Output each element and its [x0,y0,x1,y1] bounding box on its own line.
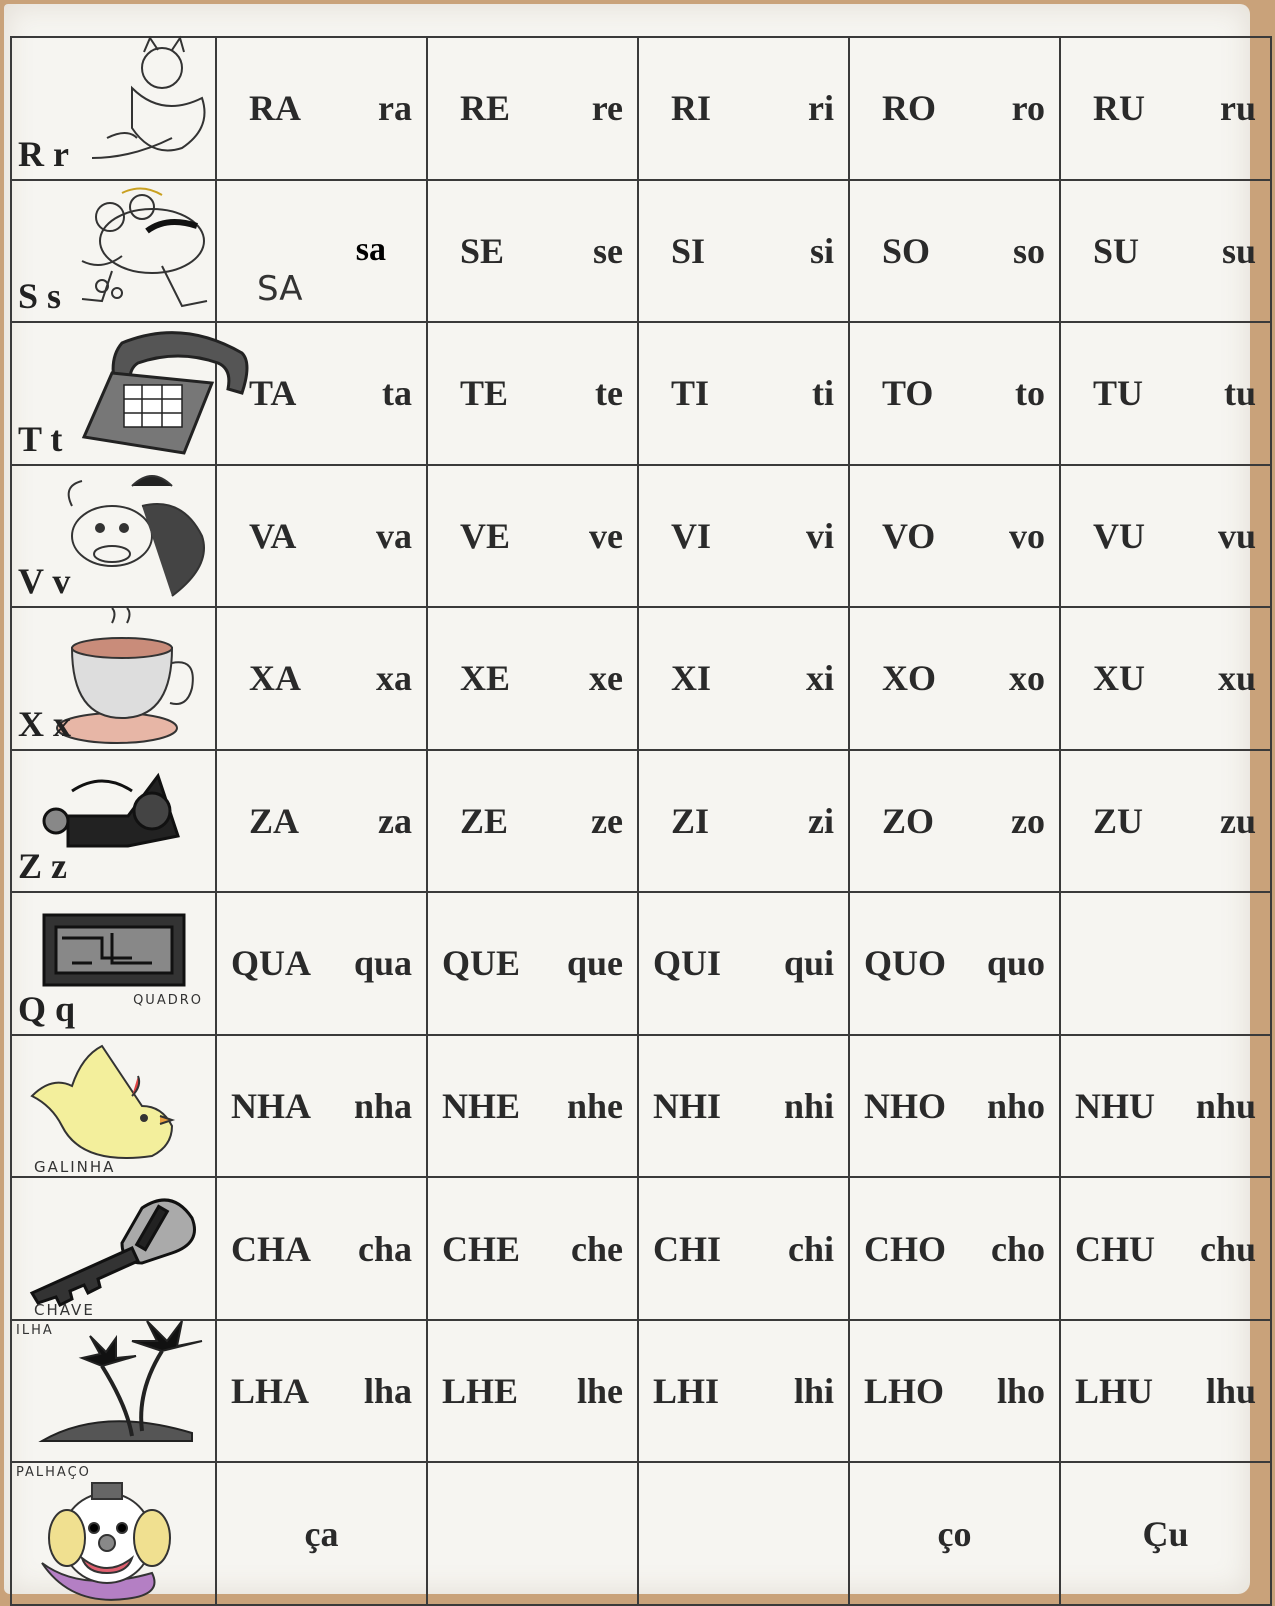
hen-icon [12,1036,217,1168]
syllable-upper: NHA [231,1085,311,1126]
letter-label: R r [18,133,69,174]
syllable-cell [1060,465,1271,608]
syllable-upper: VI [671,515,712,556]
syllable-lower: vi [805,515,834,556]
syllable-cell [1060,322,1271,465]
syllable-lower: nho [986,1085,1045,1126]
letter-picture-cell [11,465,216,608]
syllable-lower: xu [1217,658,1256,699]
syllable-lower: lha [363,1371,412,1412]
table-row [11,322,1271,465]
table-row [11,1462,1271,1605]
worksheet-page [4,4,1256,1594]
syllable-upper: XA [249,658,301,699]
syllable-upper: LHI [653,1371,720,1412]
syllable-lower: ze [591,800,623,841]
syllable-cell [216,1035,427,1178]
syllable-cell [216,1320,427,1463]
syllable-lower: nhe [566,1085,623,1126]
table-row [11,1035,1271,1178]
syllable-lower: ra [378,88,412,129]
letter-picture-cell [11,607,216,750]
syllable-cell [638,37,849,180]
syllable-cell [1060,180,1271,323]
letter-picture-cell [11,1462,216,1605]
syllable-cell [427,1320,638,1463]
syllable-upper: CHU [1075,1228,1155,1269]
syllable-cell [427,607,638,750]
syllable-upper: SI [671,230,706,271]
syllable-cell [1060,1462,1271,1605]
syllable-lower: ro [1011,88,1045,129]
syllable-upper: LHA [231,1371,310,1412]
syllable-lower: vu [1217,515,1256,556]
syllable-upper: RU [1093,88,1145,129]
syllable-upper: CHO [864,1228,947,1269]
syllable-cell [638,322,849,465]
picture-caption: CHAVE [34,1300,95,1319]
syllable-cell [216,1462,427,1605]
syllable-cell [638,1035,849,1178]
syllable-cell [216,607,427,750]
table-row [11,607,1271,750]
syllable-cell [427,750,638,893]
syllable-upper: TU [1093,373,1144,414]
table-row [11,465,1271,608]
letter-label: Z z [18,846,67,887]
table-row [11,180,1271,323]
syllable-lower: lhu [1205,1371,1256,1412]
syllable-cell [638,892,849,1035]
syllable-cell [427,1035,638,1178]
syllable-upper: RA [249,88,301,129]
syllable-cell [216,465,427,608]
syllable-cell [638,750,849,893]
syllable-lower: ço [937,1513,972,1554]
syllable-lower: ça [304,1513,339,1554]
key-icon [12,1178,217,1310]
syllable-upper: QUE [442,943,521,984]
syllable-cell [427,180,638,323]
syllable-lower: Çu [1142,1513,1189,1554]
syllable-upper: VA [249,515,297,556]
syllable-lower: lho [996,1371,1045,1412]
syllable-upper: QUO [864,943,947,984]
syllable-upper: VO [882,515,936,556]
letter-picture-cell [11,322,216,465]
syllable-lower: ri [808,88,834,129]
syllable-lower: lhi [793,1371,834,1412]
syllable-cell [849,892,1060,1035]
syllable-upper: NHI [653,1085,722,1126]
syllable-upper: ZE [460,800,509,841]
syllable-lower: va [376,515,412,556]
letter-picture-cell [11,1035,216,1178]
syllable-cell [849,1320,1060,1463]
syllable-lower: cho [991,1228,1045,1269]
syllable-upper: QUI [653,943,722,984]
syllable-lower: nhu [1195,1085,1256,1126]
syllable-cell [638,1462,849,1605]
syllable-cell [427,1462,638,1605]
syllable-cell [427,322,638,465]
syllable-lower: lhe [576,1371,623,1412]
syllable-cell [427,1177,638,1320]
picture-caption: PALHAÇO [16,1465,91,1481]
syllable-cell [849,750,1060,893]
syllable-cell [638,1320,849,1463]
syllable-upper: TA [249,373,297,414]
syllable-lower: si [809,230,834,271]
syllable-upper: TI [671,373,710,414]
syllable-lower: xo [1009,658,1045,699]
picture-caption: QUADRO [133,992,203,1008]
picture-caption: ILHA [16,1322,54,1338]
syllable-upper: ZO [882,800,935,841]
letter-label: X x [18,703,71,744]
syllable-lower: xe [589,658,623,699]
syllable-cell [216,750,427,893]
syllable-cell [849,180,1060,323]
syllable-cell [427,37,638,180]
letter-label: T t [18,418,63,459]
handwritten-syllable: SA [257,269,303,310]
syllable-upper: LHE [442,1371,519,1412]
syllable-cell [849,607,1060,750]
syllable-upper: VE [460,515,511,556]
syllable-lower: che [571,1228,623,1269]
syllable-cell [638,1177,849,1320]
syllable-upper: QUA [231,943,311,984]
syllable-upper: NHE [442,1085,521,1126]
syllable-cell [216,892,427,1035]
syllable-cell [849,322,1060,465]
letter-picture-cell [11,37,216,180]
syllable-cell [1060,1320,1271,1463]
syllable-lower: sa [355,230,386,268]
picture-caption: GALINHA [34,1158,116,1177]
syllable-lower: zu [1220,800,1256,841]
syllable-upper: SU [1093,230,1140,271]
syllable-cell [849,37,1060,180]
letter-picture-cell [11,1320,216,1463]
syllable-lower: cha [358,1228,412,1269]
syllable-cell [216,180,427,323]
syllable-cell [216,1177,427,1320]
syllable-cell [1060,37,1271,180]
letter-label: Q q [18,988,76,1029]
syllable-upper: LHU [1075,1371,1154,1412]
syllable-upper: NHO [864,1085,947,1126]
syllable-cell [216,322,427,465]
syllable-lower: to [1015,373,1045,414]
syllable-lower: re [591,88,623,129]
syllable-cell [638,465,849,608]
syllable-upper: RO [882,88,936,129]
syllable-lower: te [595,373,623,414]
syllable-upper: SE [460,230,505,271]
syllable-lower: vo [1009,515,1045,556]
syllable-cell [849,1177,1060,1320]
syllable-upper: VU [1093,515,1145,556]
syllable-lower: se [593,230,623,271]
syllable-upper: NHU [1075,1085,1155,1126]
syllable-upper: CHA [231,1228,311,1269]
syllable-lower: tu [1223,373,1256,414]
syllable-lower: su [1221,230,1256,271]
syllable-upper: LHO [864,1371,945,1412]
syllable-cell [1060,892,1271,1035]
letter-label: V v [18,561,71,602]
syllable-upper: TE [460,373,509,414]
syllable-cell [849,1462,1060,1605]
syllable-cell [216,37,427,180]
letter-picture-cell [11,892,216,1035]
syllable-cell [1060,607,1271,750]
syllable-lower: nha [353,1085,412,1126]
syllable-cell [849,1035,1060,1178]
letter-picture-cell [11,750,216,893]
letter-label: S s [18,276,62,317]
syllable-lower: nhi [783,1085,834,1126]
syllable-lower: que [566,943,623,984]
clown-icon [12,1463,217,1595]
syllable-lower: za [378,800,412,841]
syllable-upper: XI [671,658,712,699]
syllable-lower: so [1012,230,1045,271]
syllable-cell [1060,1177,1271,1320]
syllable-lower: qui [783,943,834,984]
syllable-cell [427,465,638,608]
syllable-table [10,36,1272,1606]
syllable-lower: qua [353,943,412,984]
table-row [11,892,1271,1035]
letter-picture-cell [11,180,216,323]
syllable-cell [849,465,1060,608]
table-row [11,1320,1271,1463]
syllable-upper: TO [882,373,934,414]
syllable-upper: CHE [442,1228,521,1269]
syllable-upper: XO [882,658,936,699]
syllable-upper: ZI [671,800,710,841]
table-row [11,750,1271,893]
syllable-lower: ve [589,515,623,556]
syllable-lower: ru [1220,88,1256,129]
syllable-lower: ta [382,373,412,414]
letter-picture-cell [11,1177,216,1320]
syllable-lower: zo [1011,800,1045,841]
syllable-cell [427,892,638,1035]
syllable-cell [638,607,849,750]
syllable-cell [1060,1035,1271,1178]
syllable-cell [638,180,849,323]
syllable-upper: CHI [653,1228,722,1269]
syllable-lower: quo [986,943,1045,984]
island-icon [12,1321,217,1453]
syllable-upper: ZA [249,800,300,841]
syllable-upper: XE [460,658,511,699]
syllable-upper: RE [460,88,511,129]
syllable-lower: xi [805,658,834,699]
syllable-lower: ti [812,373,834,414]
table-row [11,37,1271,180]
syllable-upper: XU [1093,658,1145,699]
syllable-upper: SO [882,230,931,271]
syllable-cell [1060,750,1271,893]
syllable-lower: zi [808,800,834,841]
syllable-upper: ZU [1093,800,1144,841]
syllable-lower: chi [787,1228,834,1269]
syllable-lower: chu [1199,1228,1256,1269]
table-row [11,1177,1271,1320]
syllable-lower: xa [376,658,412,699]
syllable-upper: RI [671,88,712,129]
